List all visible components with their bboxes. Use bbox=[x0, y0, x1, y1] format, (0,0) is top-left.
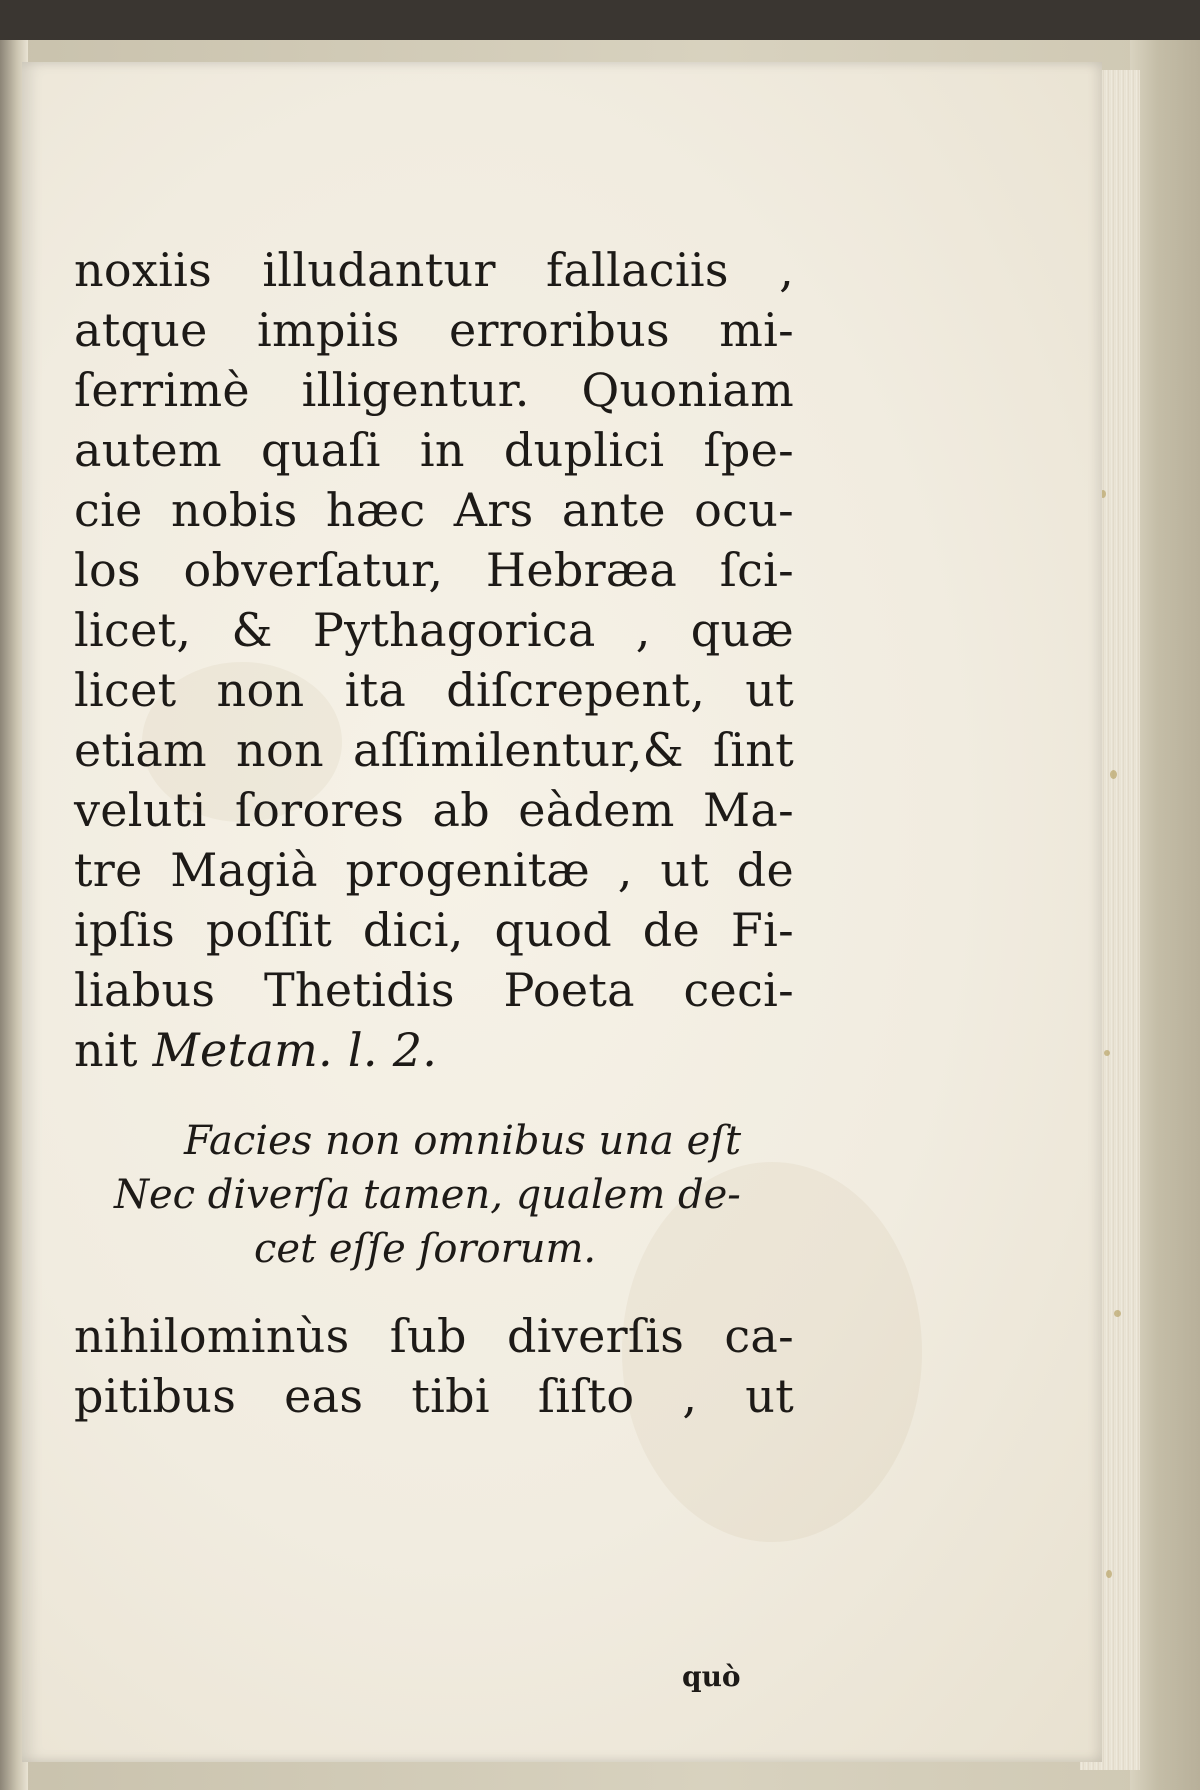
text-line: autem quaſi in duplici ſpe- bbox=[74, 423, 794, 477]
text-line-last bbox=[74, 1020, 794, 1080]
book-page bbox=[22, 62, 1102, 1762]
text-line: veluti ſorores ab eàdem Ma- bbox=[74, 783, 794, 837]
text-line: noxiis illudantur fallaciis , bbox=[74, 243, 794, 297]
text-line: licet non ita diſcrepent, ut bbox=[74, 663, 794, 717]
citation: Metam. l. 2. bbox=[152, 1023, 438, 1077]
text-line: licet, & Pythagorica , quæ bbox=[74, 603, 794, 657]
text-fragment: nit bbox=[74, 1023, 153, 1077]
text-line: ſerrimè illigentur. Quoniam bbox=[74, 363, 794, 417]
text-line: pitibus eas tibi ſiſto , ut bbox=[74, 1369, 794, 1423]
verse-line: Nec diverſa tamen, qualem de- bbox=[114, 1172, 741, 1218]
catchword: quò bbox=[682, 1660, 741, 1693]
page-text bbox=[74, 240, 794, 1426]
text-line: nihilominùs ſub diverſis ca- bbox=[74, 1309, 794, 1363]
paragraph-2 bbox=[74, 1306, 794, 1426]
text-line: cie nobis hæc Ars ante ocu- bbox=[74, 483, 794, 537]
verse-line: Facies non omnibus una eſt bbox=[184, 1118, 742, 1164]
paragraph-1 bbox=[74, 240, 794, 1080]
verse-quotation bbox=[74, 1114, 794, 1276]
text-line: los obverſatur, Hebræa ſci- bbox=[74, 543, 794, 597]
verse-line: cet eſſe ſororum. bbox=[254, 1226, 597, 1272]
book-cover-edge bbox=[1130, 40, 1200, 1790]
text-line: ipſis poſſit dici, quod de Fi- bbox=[74, 903, 794, 957]
text-line: atque impiis erroribus mi- bbox=[74, 303, 794, 357]
text-line: liabus Thetidis Poeta ceci- bbox=[74, 963, 794, 1017]
text-line: etiam non aſſimilentur,& ſint bbox=[74, 723, 794, 777]
text-line: tre Magià progenitæ , ut de bbox=[74, 843, 794, 897]
